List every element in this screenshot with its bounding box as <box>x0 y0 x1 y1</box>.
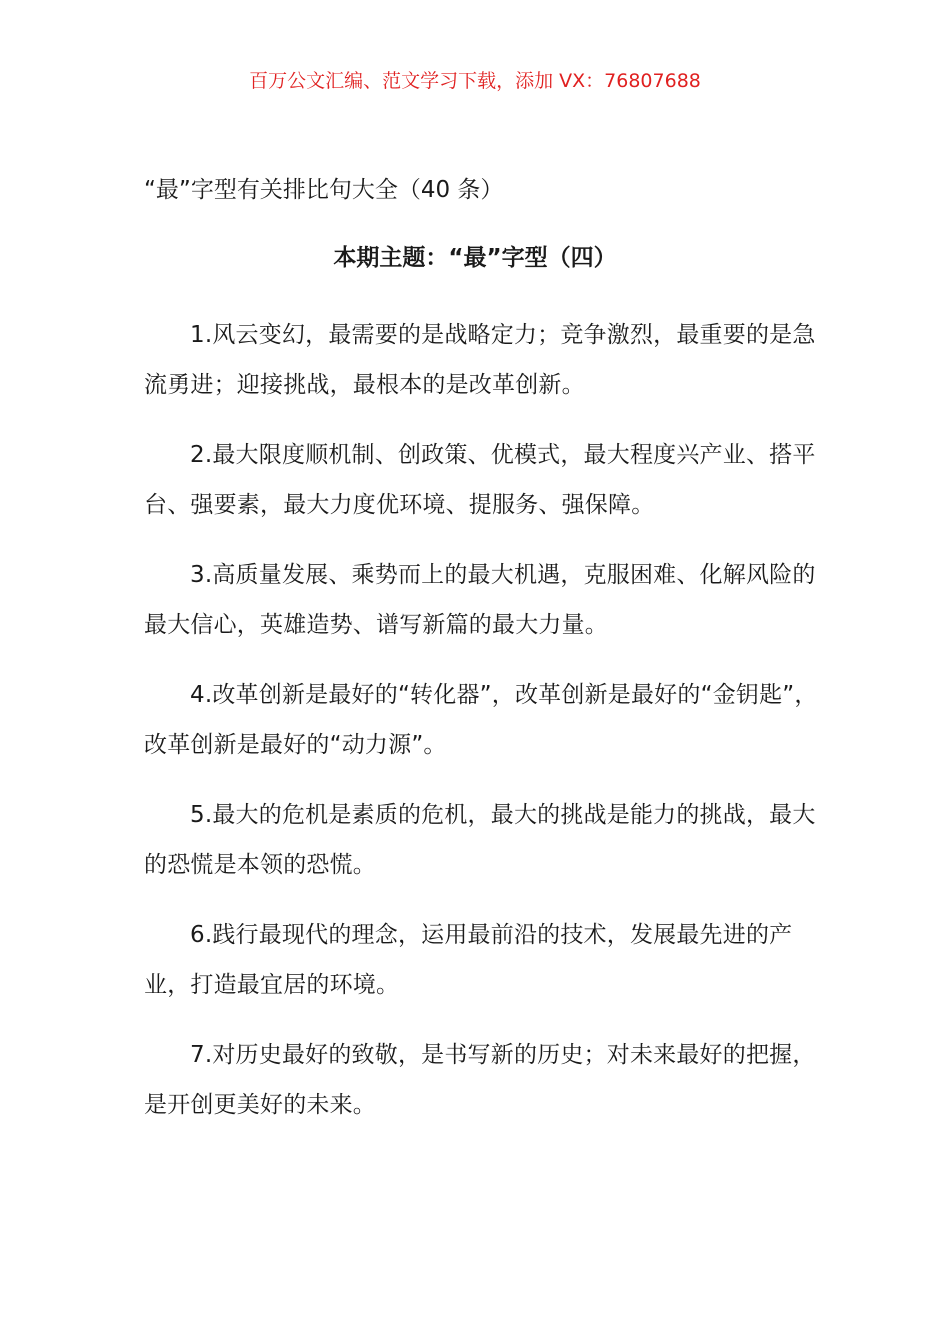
list-item: 7.对历史最好的致敬，是书写新的历史；对未来最好的把握，是开创更美好的未来。 <box>144 1042 816 1118</box>
sentence-list <box>144 310 834 1150</box>
list-item: 6.践行最现代的理念，运用最前沿的技术，发展最先进的产业，打造最宜居的环境。 <box>144 922 793 998</box>
list-item: 3.高质量发展、乘势而上的最大机遇，克服困难、化解风险的最大信心，英雄造势、谱写新篇的最大力量。 <box>144 562 816 638</box>
promo-banner: 百万公文汇编、范文学习下载，添加 VX：76807688 <box>249 70 701 92</box>
list-item: 2.最大限度顺机制、创政策、优模式，最大程度兴产业、搭平台、强要素，最大力度优环境、提服务、强保障。 <box>144 442 816 518</box>
document-title: “最”字型有关排比句大全（40 条） <box>144 177 504 203</box>
list-item: 4.改革创新是最好的“转化器”，改革创新是最好的“金钥匙”，改革创新是最好的“动力源”。 <box>144 682 818 758</box>
list-item: 5.最大的危机是素质的危机，最大的挑战是能力的挑战，最大的恐慌是本领的恐慌。 <box>144 802 816 878</box>
list-item: 1.风云变幻，最需要的是战略定力；竞争激烈，最重要的是急流勇进；迎接挑战，最根本的是改革创新。 <box>144 322 816 398</box>
section-heading: 本期主题：“最”字型（四） <box>333 245 617 271</box>
